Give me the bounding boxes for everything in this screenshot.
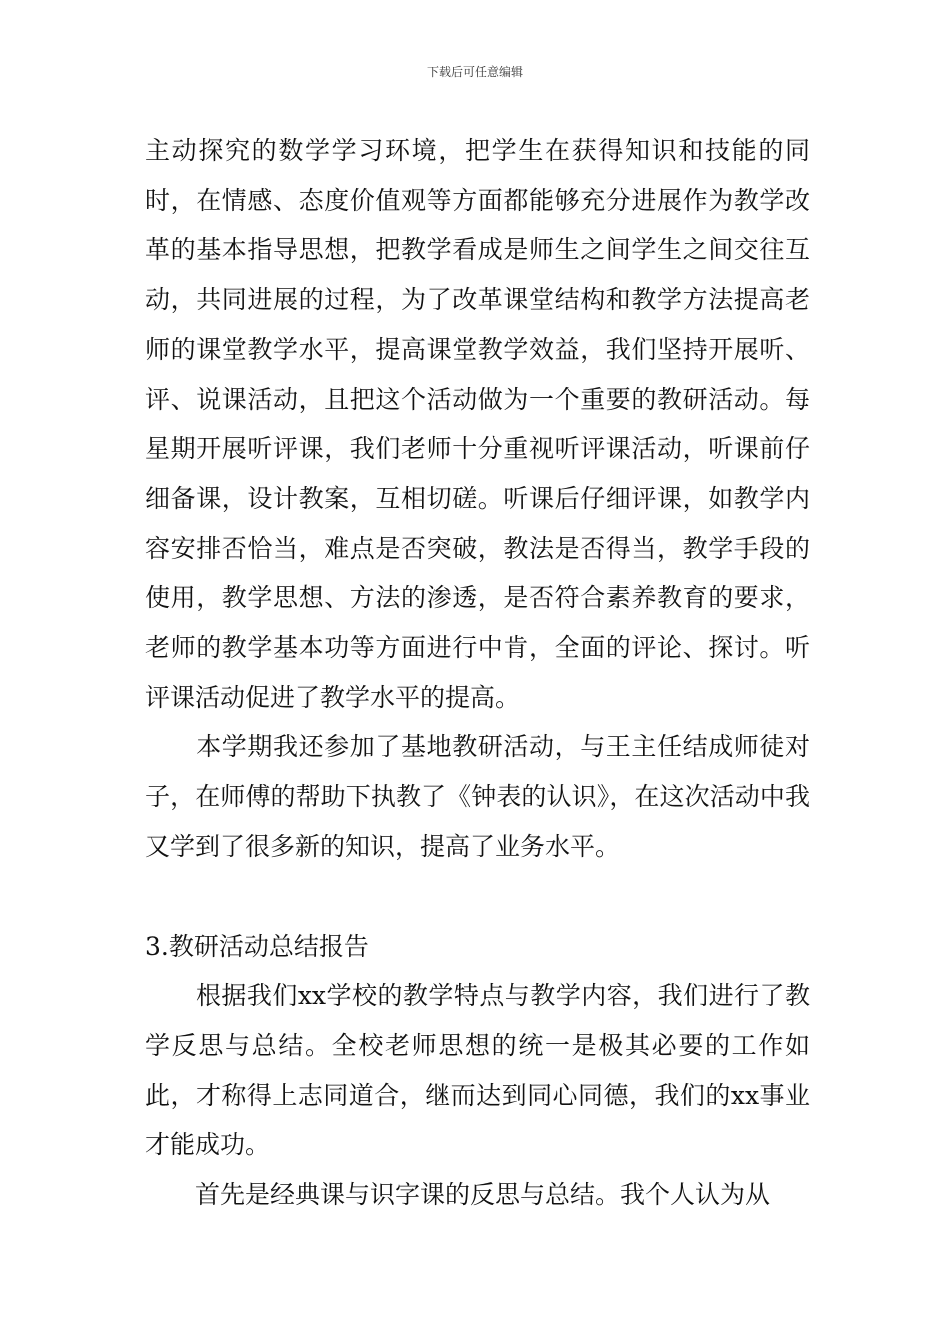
body-paragraph-4: 首先是经典课与识字课的反思与总结。我个人认为从 bbox=[145, 1180, 771, 1210]
body-paragraph-1: 主动探究的数学学习环境，把学生在获得知识和技能的同时，在情感、态度价值观等方面都能够充分进展作为教学改革的基本指导思想，把教学看成是师生之间学生之间交往互动，共同进展的过程，为了改革课堂结构和教学方法提高老师的课堂教学水平，提高课堂教学效益，我们坚持开展听、评、说课活动，且把这个活动做为一个重要的教研活动。每星期开展听评课，我们老师十分重视听评课活动，听课前仔细备课，设计教案，互相切磋。听课后仔细评课，如教学内容安排否恰当，难点是否突破，教法是否得当，教学手段的使用，教学思想、方法的渗透，是否符合素养教育的要求，老师的教学基本功等方面进行中肯，全面的评论、探讨。听评课活动促进了教学水平的提高。 bbox=[145, 136, 810, 712]
body-paragraph-2: 本学期我还参加了基地教研活动，与王主任结成师徒对子，在师傅的帮助下执教了《钟表的认识》，在这次活动中我又学到了很多新的知识，提高了业务水平。 bbox=[145, 732, 810, 861]
body-paragraph-3: 根据我们xx学校的教学特点与教学内容，我们进行了教学反思与总结。全校老师思想的统一是极其必要的工作如此，才称得上志同道合，继而达到同心同德，我们的xx事业才能成功。 bbox=[145, 981, 810, 1160]
page-header: 下载后可任意编辑 bbox=[426, 65, 523, 79]
paragraph-spacer bbox=[145, 872, 810, 922]
section-heading: 3.教研活动总结报告 bbox=[145, 931, 369, 961]
document-body bbox=[145, 126, 810, 1220]
